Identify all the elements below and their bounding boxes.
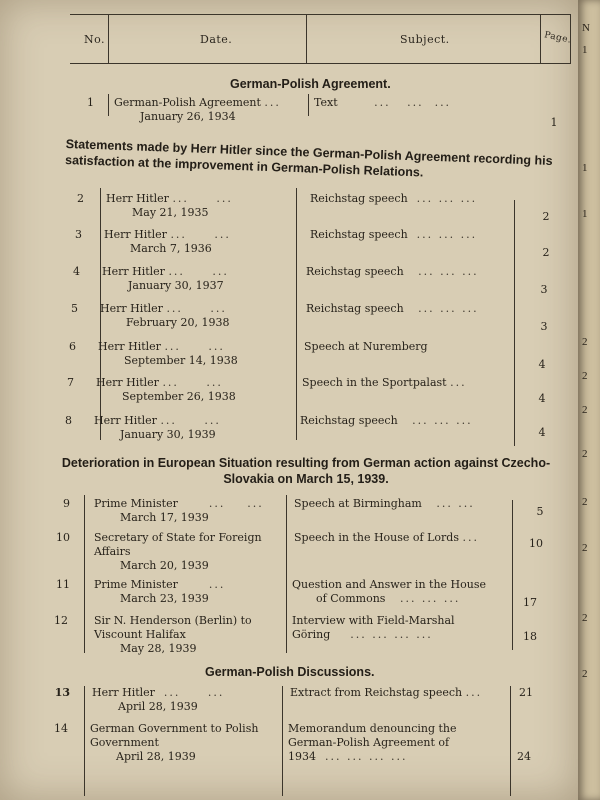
row-number: 1 xyxy=(87,96,94,109)
row-page: 18 xyxy=(523,630,537,643)
column-rule xyxy=(84,686,85,796)
edge-number: 2 xyxy=(582,336,588,348)
row-subject: Reichstag speech ... ... ... xyxy=(306,302,479,315)
row-number: 4 xyxy=(73,265,80,278)
row-date: German Government to Polish Government April 28, 1939 xyxy=(90,722,259,763)
row-page: 3 xyxy=(540,320,548,333)
column-rule xyxy=(108,94,109,116)
header-divider xyxy=(540,15,541,63)
edge-number: 2 xyxy=(582,448,588,460)
row-date: Herr Hitler ... ... September 14, 1938 xyxy=(98,340,238,367)
section-title: German-Polish Agreement. xyxy=(230,77,391,91)
row-number: 3 xyxy=(75,228,82,241)
row-subject: Speech at Birmingham ... ... xyxy=(294,497,475,510)
header-no: No. xyxy=(84,33,106,46)
row-date: Herr Hitler ... ... May 21, 1935 xyxy=(106,192,233,219)
row-number: 6 xyxy=(69,340,76,353)
row-page: 4 xyxy=(538,358,546,371)
adjacent-page-edge xyxy=(578,0,600,800)
row-page: 2 xyxy=(542,210,550,223)
row-date: Herr Hitler ... ... March 7, 1936 xyxy=(104,228,231,255)
row-page: 24 xyxy=(517,750,531,763)
row-number: 10 xyxy=(56,531,70,544)
section-title: Statements made by Herr Hitler since the German-Polish Agreement recording his satisfaction at the improvement in German-Polish Relations. xyxy=(64,136,553,180)
row-subject: Question and Answer in the House of Commons ... ... ... xyxy=(292,578,486,605)
header-divider xyxy=(306,15,307,63)
edge-number: 2 xyxy=(582,496,588,508)
header-subject: Subject. xyxy=(400,33,450,46)
row-number: 8 xyxy=(65,414,72,427)
row-page: 5 xyxy=(536,505,544,518)
row-subject: Reichstag speech ... ... ... xyxy=(300,414,473,427)
row-date: Secretary of State for Foreign Affairs March 20, 1939 xyxy=(94,531,262,572)
edge-number: 2 xyxy=(582,612,588,624)
row-subject: Interview with Field-Marshal Göring ... ... ... ... xyxy=(292,614,455,641)
row-date: Herr Hitler ... ... April 28, 1939 xyxy=(92,686,225,713)
row-page: 4 xyxy=(538,392,546,405)
column-rule xyxy=(84,495,85,653)
row-date: Prime Minister ... ... March 17, 1939 xyxy=(94,497,264,524)
row-number: 5 xyxy=(71,302,78,315)
section-title: Deterioration in European Situation resulting from German action against Czecho-Slovakia on March 15, 1939. xyxy=(61,456,551,486)
header-page: Page. xyxy=(543,30,573,46)
row-subject: Memorandum denouncing the German-Polish Agreement of 1934 ... ... ... ... xyxy=(288,722,457,763)
row-date: Herr Hitler ... ... January 30, 1937 xyxy=(102,265,229,292)
row-subject: Reichstag speech ... ... ... xyxy=(310,228,478,241)
row-date: Herr Hitler ... ... September 26, 1938 xyxy=(96,376,236,403)
column-rule xyxy=(286,495,287,653)
header-divider xyxy=(108,15,109,63)
row-date: German-Polish Agreement ... January 26, 1934 xyxy=(114,96,281,123)
row-number: 12 xyxy=(54,614,68,627)
row-number: 14 xyxy=(54,722,68,735)
column-rule xyxy=(308,94,309,116)
row-subject: Reichstag speech ... ... ... xyxy=(310,192,478,205)
section-title: German-Polish Discussions. xyxy=(205,665,375,679)
row-date: Herr Hitler ... ... February 20, 1938 xyxy=(100,302,230,329)
column-rule xyxy=(510,686,511,796)
row-subject: Reichstag speech ... ... ... xyxy=(306,265,479,278)
row-subject: Speech in the House of Lords ... xyxy=(294,531,479,544)
edge-number: 1 xyxy=(582,162,588,174)
row-date: Prime Minister ... March 23, 1939 xyxy=(94,578,226,605)
column-rule xyxy=(512,500,513,650)
row-number: 7 xyxy=(67,376,74,389)
row-date: Sir N. Henderson (Berlin) to Viscount Halifax May 28, 1939 xyxy=(94,614,252,655)
edge-number: 2 xyxy=(582,668,588,680)
row-subject: Extract from Reichstag speech ... xyxy=(290,686,483,699)
row-page: 21 xyxy=(519,686,533,699)
edge-number: 1 xyxy=(582,208,588,220)
column-rule xyxy=(296,188,297,440)
column-rule xyxy=(282,686,283,796)
row-page: 2 xyxy=(542,246,550,259)
edge-number: 2 xyxy=(582,404,588,416)
edge-number: 1 xyxy=(582,44,588,56)
row-date: Herr Hitler ... ... January 30, 1939 xyxy=(94,414,221,441)
row-number: 2 xyxy=(77,192,84,205)
edge-number: 2 xyxy=(582,370,588,382)
row-number: 9 xyxy=(63,497,70,510)
row-page: 1 xyxy=(550,116,558,129)
row-subject: Speech at Nuremberg xyxy=(304,340,428,353)
edge-number: 2 xyxy=(582,542,588,554)
header-date: Date. xyxy=(200,33,233,46)
row-subject: Text ... ... ... xyxy=(314,96,452,109)
table-header xyxy=(70,14,571,64)
row-page: 10 xyxy=(529,537,543,550)
row-number: 13 xyxy=(54,686,70,699)
row-page: 17 xyxy=(523,596,537,609)
row-number: 11 xyxy=(56,578,70,591)
row-page: 3 xyxy=(540,283,548,296)
row-subject: Speech in the Sportpalast ... xyxy=(302,376,467,389)
edge-number: N xyxy=(582,22,590,34)
row-page: 4 xyxy=(538,426,546,439)
